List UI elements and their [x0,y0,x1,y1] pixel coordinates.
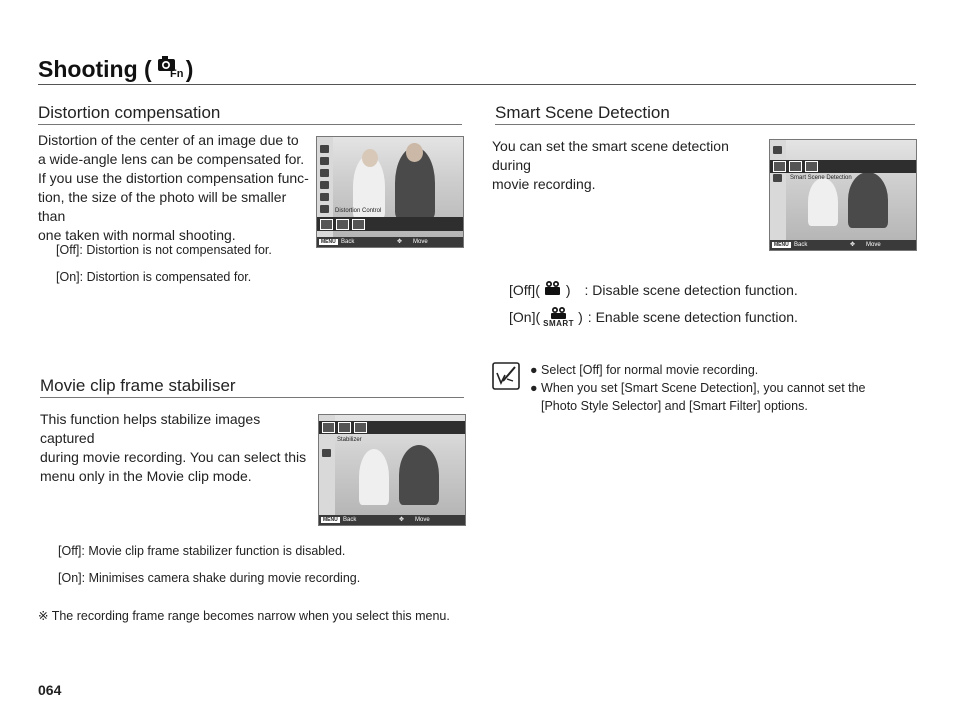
stabiliser-off-desc: [Off]: Movie clip frame stabilizer function is disabled. [58,544,346,558]
on-suffix: ) [578,309,583,325]
distortion-line: If you use the distortion compensation func- [38,170,309,186]
page-title [38,54,193,84]
camera-fn-icon [156,54,182,84]
distortion-divider [38,124,462,125]
option-selected-icon[interactable] [805,161,818,172]
option-selected-icon[interactable] [354,422,367,433]
option-off-icon[interactable] [773,161,786,172]
stabiliser-heading: Movie clip frame stabiliser [40,376,236,395]
move-arrows-icon: ✥ [397,239,403,245]
move-label: Move [866,242,881,248]
note-item-continued: [Photo Style Selector] and [Smart Filter] options. [541,399,808,413]
option-on-icon[interactable] [338,422,351,433]
option-band [770,160,916,173]
smart-scene-body [492,137,762,194]
stabiliser-divider [40,397,464,398]
smart-scene-menu-label: Smart Scene Detection [790,175,852,181]
option-on-icon[interactable] [336,219,349,230]
stabiliser-on-desc: [On]: Minimises camera shake during movie recording. [58,571,361,585]
move-label: Move [415,517,430,523]
menu-badge: MENU [323,517,338,523]
page-title-suffix: ) [185,55,194,82]
couple-photo [786,140,916,240]
move-arrows-icon: ✥ [399,517,405,523]
page-number: 064 [38,682,62,698]
smart-scene-divider [495,124,915,125]
distortion-line: tion, the size of the photo will be smaller than [38,189,287,224]
distortion-line: a wide-angle lens can be compensated for. [38,151,305,167]
distortion-line: one taken with normal shooting. [38,227,236,243]
distortion-menu-label: Distortion Control [335,208,382,214]
distortion-camera-screen [316,136,464,248]
move-arrows-icon: ✥ [850,242,856,248]
distortion-line: Distortion of the center of an image due to [38,132,299,148]
off-suffix: ) [565,281,571,298]
distortion-heading: Distortion compensation [38,103,221,122]
option-on-icon[interactable] [789,161,802,172]
distortion-on-desc: [On]: Distortion is compensated for. [56,270,252,284]
notes-list [530,361,910,415]
smart-scene-on-option [509,306,798,328]
title-divider [38,84,916,85]
note-item: ● Select [Off] for normal movie recording. [530,363,759,377]
movie-camera-icon [542,280,564,299]
svg-text:Fn: Fn [169,68,184,80]
screen-bottom-bar [770,240,916,250]
note-item: ● When you set [Smart Scene Detection], you cannot set the [530,381,866,395]
off-prefix: [Off]( [509,281,540,298]
page-title-prefix: Shooting ( [38,55,152,82]
note-icon [491,361,521,391]
option-off-icon[interactable] [322,422,335,433]
screen-bottom-bar [317,237,463,247]
menu-badge: MENU [321,239,336,245]
menu-icon-column [770,140,786,240]
off-desc: : Disable scene detection function. [584,281,798,298]
on-desc: : Enable scene detection function. [587,309,798,325]
distortion-body [38,131,314,245]
smart-scene-camera-screen [769,139,917,251]
smart-movie-icon [542,306,576,328]
move-label: Move [413,239,428,245]
option-selected-icon[interactable] [352,219,365,230]
stabiliser-line: during movie recording. You can select this [40,449,307,465]
stabiliser-camera-screen [318,414,466,526]
stabiliser-line: menu only in the Movie clip mode. [40,468,252,484]
stabiliser-menu-label: Stabilizer [337,437,362,443]
smart-scene-heading: Smart Scene Detection [495,103,670,122]
back-label: Back [794,242,808,248]
smart-scene-line: You can set the smart scene detection during [492,138,729,173]
stabiliser-line: This function helps stabilize images captured [40,411,261,446]
stabiliser-body [40,410,316,486]
option-off-icon[interactable] [320,219,333,230]
menu-badge: MENU [774,242,789,248]
back-label: Back [343,517,357,523]
smart-icon-label: SMART [543,319,575,328]
smart-scene-line: movie recording. [492,176,596,192]
option-band [319,421,465,434]
stabiliser-footnote: ※ The recording frame range becomes narrow when you select this menu. [38,609,450,623]
back-label: Back [341,239,355,245]
smart-scene-off-option [509,280,798,299]
option-band [317,217,463,231]
screen-bottom-bar [319,515,465,525]
on-prefix: [On]( [509,309,541,325]
distortion-off-desc: [Off]: Distortion is not compensated for. [56,243,272,257]
